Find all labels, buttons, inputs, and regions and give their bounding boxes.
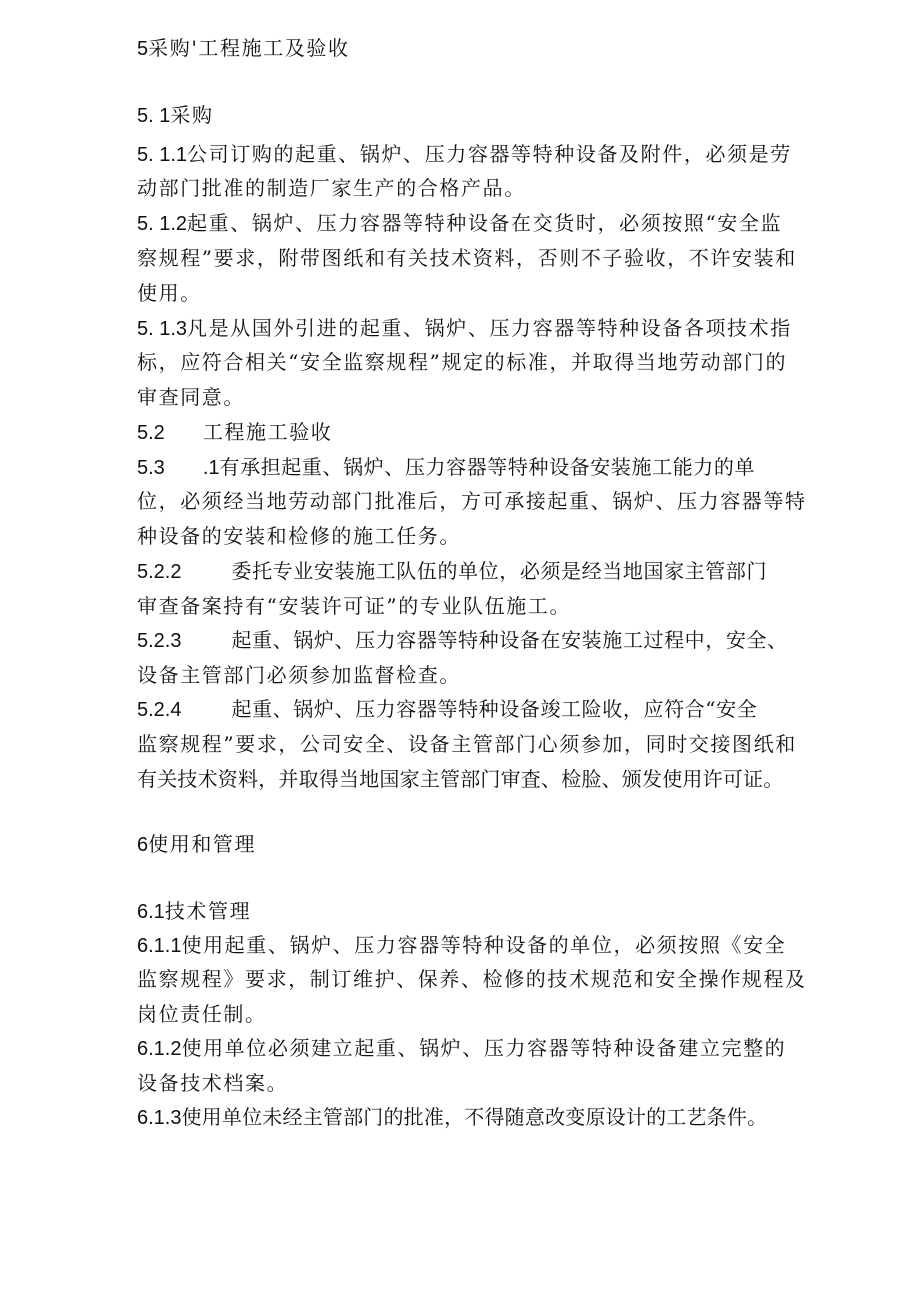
- section-title: 使用和管理: [148, 832, 257, 856]
- clause-number: 5. 1.1: [137, 144, 188, 166]
- clause-5-3-line-1: [137, 455, 755, 480]
- clause-5-2-4-line-2: [137, 732, 797, 756]
- clause-number: 6.1.2: [137, 1038, 182, 1060]
- clause-text: 有承担起重、锅炉、压力容器等特种设备安装施工能力的单: [219, 455, 756, 479]
- section-number: 5. 1: [137, 105, 171, 127]
- clause-text: 位，必须经当地劳动部门批准后，方可承接起重、锅炉、压力容器等特: [137, 489, 807, 513]
- clause-6-1-3-line-1: [137, 1105, 767, 1130]
- section-number: 5: [137, 38, 149, 60]
- clause-text: 察规程”要求，附带图纸和有关技术资料，否则不子验收，不许安装和: [137, 246, 797, 270]
- clause-text: 监察规程》要求，制订维护、保养、检修的技术规范和安全操作规程及: [137, 967, 807, 991]
- section-number: 6: [137, 834, 149, 856]
- clause-5-2-2-line-1: [137, 559, 767, 584]
- clause-5-1-3-line-2: [137, 350, 787, 374]
- clause-number: 5. 1.2: [137, 213, 188, 235]
- clause-text: 设备技术档案。: [137, 1071, 289, 1095]
- section-5-heading: [137, 36, 350, 61]
- clause-5-1-2-line-1: [137, 211, 782, 236]
- clause-text: 起重、锅炉、压力容器等特种设备竣工险收，应符合“安全: [231, 697, 758, 721]
- section-title: 技术管理: [164, 899, 252, 923]
- clause-subnumber: .1: [202, 457, 220, 479]
- clause-number: 5.2.2: [137, 561, 182, 583]
- clause-6-1-2-line-1: [137, 1036, 786, 1061]
- clause-6-1-1-line-1: [137, 933, 786, 958]
- clause-6-1-1-line-2: [137, 967, 807, 991]
- section-number: 5.2: [137, 422, 165, 444]
- section-number: 6.1: [137, 901, 165, 923]
- clause-5-1-2-line-3: [137, 281, 202, 305]
- clause-5-1-3-line-1: [137, 316, 792, 341]
- clause-number: 5.3: [137, 457, 165, 479]
- clause-number: 6.1.3: [137, 1107, 182, 1129]
- clause-5-1-1-line-2: [137, 176, 526, 200]
- clause-number: 5.2.3: [137, 630, 182, 652]
- clause-text: 起重、锅炉、压力容器等特种设备在安装施工过程中，安全、: [231, 628, 788, 652]
- section-5-2-heading: [137, 420, 332, 445]
- clause-text: 使用单位未经主管部门的批准，不得随意改变原设计的工艺条件。: [181, 1105, 768, 1129]
- clause-number: 6.1.1: [137, 935, 182, 957]
- clause-text: 委托专业安装施工队伍的单位，必须是经当地国家主管部门: [231, 559, 768, 583]
- clause-5-2-3-line-2: [137, 663, 461, 687]
- clause-5-2-4-line-1: [137, 697, 757, 722]
- clause-text: 审查备案持有“安装许可证”的专业队伍施工。: [137, 594, 572, 618]
- clause-number: 5.2.4: [137, 699, 182, 721]
- clause-6-1-1-line-3: [137, 1002, 267, 1026]
- clause-text: 使用起重、锅炉、压力容器等特种设备的单位，必须按照《安全: [181, 933, 787, 957]
- clause-5-1-2-line-2: [137, 246, 797, 270]
- clause-5-2-4-line-3: [137, 767, 783, 791]
- section-6-heading: [137, 832, 256, 857]
- clause-text: 审查同意。: [137, 385, 245, 409]
- clause-5-2-3-line-1: [137, 628, 788, 653]
- clause-text: 公司订购的起重、锅炉、压力容器等特种设备及附件，必须是劳: [187, 142, 792, 166]
- clause-number: 5. 1.3: [137, 318, 188, 340]
- clause-5-3-line-2: [137, 489, 807, 513]
- section-6-1-heading: [137, 899, 251, 924]
- clause-text: 使用单位必须建立起重、锅炉、压力容器等特种设备建立完整的: [181, 1036, 787, 1060]
- clause-text: 有关技术资料，并取得当地国家主管部门审査、检脸、颁发使用许可证。: [137, 767, 784, 791]
- clause-text: 动部门批准的制造厂家生产的合格产品。: [137, 176, 526, 200]
- clause-5-1-3-line-3: [137, 385, 245, 409]
- clause-text: 起重、锅炉、压力容器等特种设备在交货时，必须按照“安全监: [187, 211, 783, 235]
- clause-5-1-1-line-1: [137, 142, 792, 167]
- section-5-1-heading: [137, 103, 214, 128]
- clause-text: 凡是从国外引进的起重、锅炉、压力容器等特种设备各项技术指: [187, 316, 792, 340]
- clause-text: 监察规程”要求，公司安全、设备主管部门心须参加，同时交接图纸和: [137, 732, 797, 756]
- clause-text: 岗位责任制。: [137, 1002, 267, 1026]
- section-title: 采购: [170, 103, 214, 127]
- clause-text: 设备主管部门必须参加监督检查。: [137, 663, 461, 687]
- section-title: 采购'工程施工及验收: [148, 36, 350, 60]
- clause-text: 标，应符合相关“安全监察规程”规定的标准，并取得当地劳动部门的: [137, 350, 788, 374]
- clause-text: 使用。: [137, 281, 202, 305]
- clause-text: 种设备的安装和检修的施工任务。: [137, 524, 461, 548]
- clause-5-2-2-line-2: [137, 594, 571, 618]
- clause-5-3-line-3: [137, 524, 461, 548]
- section-title: 工程施工验收: [202, 420, 333, 444]
- clause-6-1-2-line-2: [137, 1071, 288, 1095]
